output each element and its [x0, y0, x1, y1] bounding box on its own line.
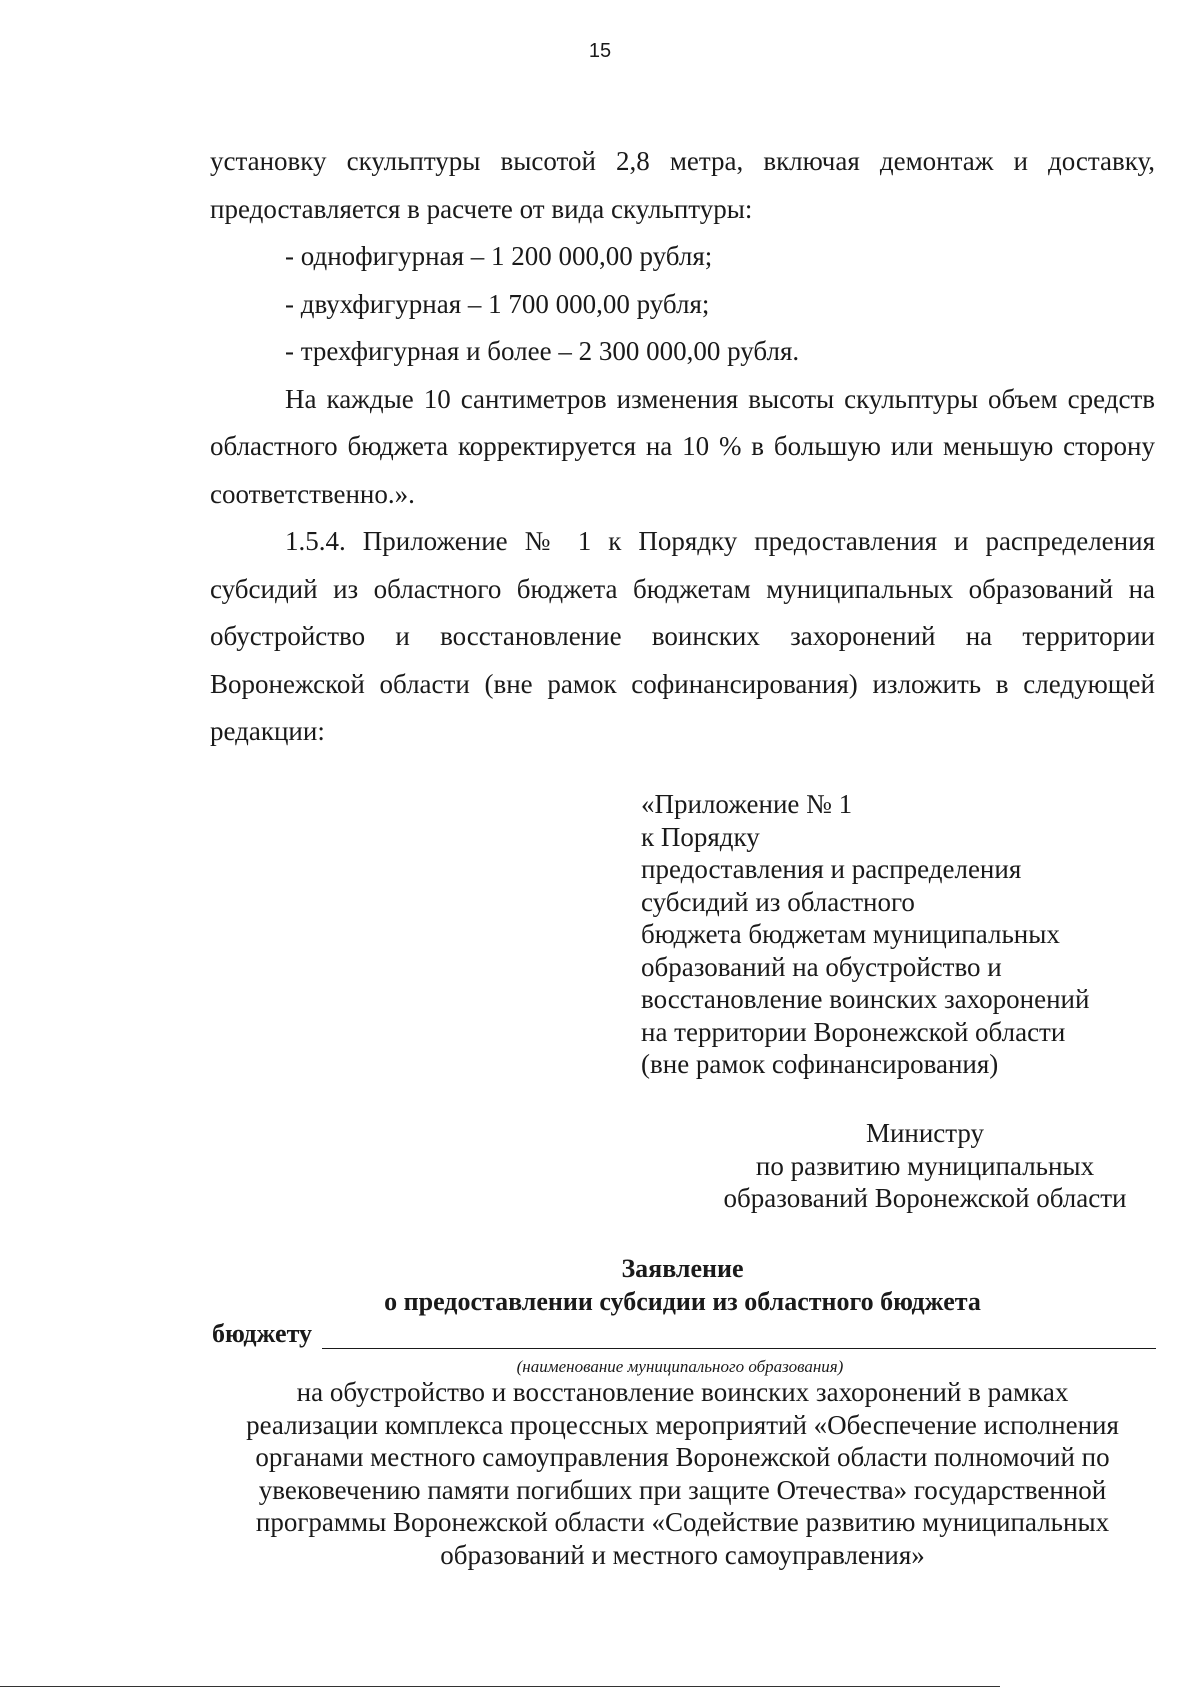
title-line: Заявление	[621, 1254, 744, 1283]
purpose-line: на обустройство и восстановление воинских захоронений в рамках	[296, 1377, 1069, 1407]
addressee-block	[690, 1117, 1160, 1215]
appendix-line: субсидий из областного	[641, 886, 915, 917]
purpose-line: образований и местного самоуправления»	[440, 1539, 925, 1570]
body-text	[210, 138, 1155, 756]
purpose-line: увековечению памяти погибших при защите Отечества» государственной	[258, 1474, 1107, 1505]
addressee-line: образований Воронежской области	[723, 1183, 1127, 1213]
appendix-line: бюджета бюджетам муниципальных	[641, 919, 1060, 949]
paragraph-appendix-amendment: 1.5.4. Приложение № 1 к Порядку предоставления и распределения субсидий из областного бюджета бюджетам муниципальных образований на обустройство и восстановление воинских захоронений на территории Воронежской области (вне рамок софинансирования) изложить в следующей редакции:	[210, 526, 1155, 746]
appendix-header	[641, 788, 1089, 1081]
application-purpose	[210, 1376, 1155, 1571]
paragraph-height-adjustment: На каждые 10 сантиметров изменения высоты скульптуры объем средств областного бюджета корректируется на 10 % в большую или меньшую сторону соответственно.».	[210, 383, 1155, 509]
appendix-line: (вне рамок софинансирования)	[641, 1049, 999, 1079]
appendix-line: к Порядку	[641, 821, 760, 852]
addressee-line: по развитию муниципальных	[755, 1150, 1095, 1181]
appendix-line: образований на обустройство и	[641, 951, 1002, 982]
list-item-single-figure: - однофигурная – 1 200 000,00 рубля;	[285, 241, 713, 271]
footer-divider	[0, 1686, 1000, 1687]
appendix-line: на территории Воронежской области	[641, 1016, 1066, 1047]
title-line: о предоставлении субсидии из областного бюджета	[384, 1287, 981, 1316]
budget-name-line	[212, 1319, 1156, 1349]
budget-name-hint: (наименование муниципального образования)	[516, 1357, 844, 1376]
application-title	[210, 1252, 1155, 1318]
purpose-line: органами местного самоуправления Воронежской области полномочий по	[255, 1442, 1110, 1472]
page-number: 15	[588, 40, 612, 62]
budget-label: бюджету	[212, 1319, 313, 1348]
appendix-line: предоставления и распределения	[641, 854, 1022, 884]
list-item-three-figure: - трехфигурная и более – 2 300 000,00 рубля.	[285, 336, 800, 366]
list-item-two-figure: - двухфигурная – 1 700 000,00 рубля;	[285, 288, 710, 319]
purpose-line: реализации комплекса процессных мероприятий «Обеспечение исполнения	[246, 1409, 1119, 1440]
appendix-line: «Приложение № 1	[641, 789, 853, 819]
purpose-line: программы Воронежской области «Содействие развитию муниципальных	[255, 1507, 1110, 1537]
budget-name-blank	[322, 1322, 1156, 1349]
appendix-line: восстановление воинских захоронений	[641, 984, 1090, 1014]
addressee-line: Министру	[865, 1118, 985, 1148]
paragraph-continuation: установку скульптуры высотой 2,8 метра, включая демонтаж и доставку, предоставляется в расчете от вида скульптуры:	[210, 146, 1155, 224]
